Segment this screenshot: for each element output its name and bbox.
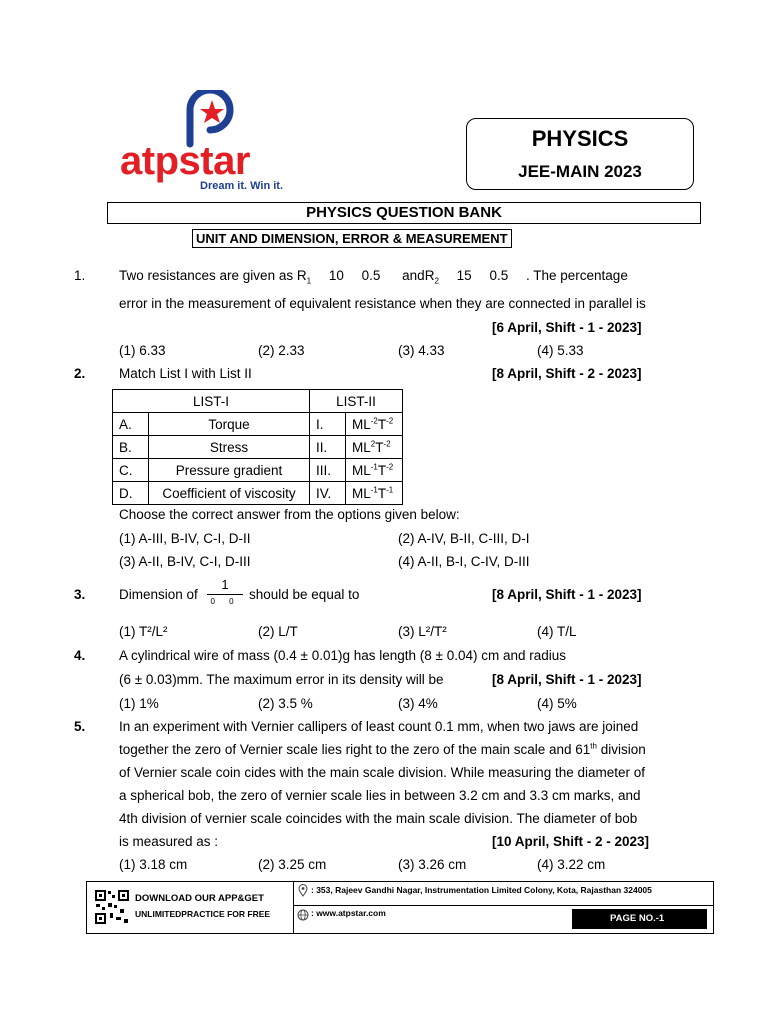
q5-line5: 4th division of vernier scale coincides with the main scale division. The diameter of bob — [119, 811, 638, 826]
subject-title: PHYSICS — [531, 126, 629, 151]
download-text-1: DOWNLOAD OUR APP&GET — [135, 893, 264, 904]
q3-option-1[interactable]: (1) T²/L² — [119, 624, 168, 639]
brand-tagline: Dream it. Win it. — [200, 180, 284, 192]
table-row: C. Pressure gradient III. $ML^{-1}T^{-2}$ — [113, 459, 403, 482]
globe-icon — [297, 909, 309, 921]
q5-line3: of Vernier scale coin cides with the main scale division. While measuring the diameter of — [119, 765, 645, 780]
q4-option-3[interactable]: (3) 4% — [398, 696, 438, 711]
exam-title: JEE-MAIN 2023 — [518, 162, 642, 181]
q4-number: 4. — [74, 648, 86, 663]
q3-option-4[interactable]: (4) T/L — [537, 624, 577, 639]
q5-option-2[interactable]: (2) 3.25 cm — [258, 857, 327, 872]
brand-logo — [120, 90, 290, 190]
brand-name: atpstar — [120, 139, 250, 183]
q4-option-2[interactable]: (2) 3.5 % — [258, 696, 313, 711]
q1-number: 1. — [74, 268, 86, 283]
page-footer — [86, 881, 714, 934]
match-table-header — [113, 390, 403, 413]
address-text: : 353, Rajeev Gandhi Nagar, Instrumentation Limited Colony, Kota, Rajasthan 324005 — [311, 885, 652, 895]
q4-source: [8 April, Shift - 1 - 2023] — [492, 672, 642, 687]
q2-option-3[interactable]: (3) A-II, B-IV, C-I, D-III — [119, 554, 251, 569]
q1-option-1[interactable]: (1) 6.33 — [119, 343, 166, 358]
q2-option-2[interactable]: (2) A-IV, B-II, C-III, D-I — [398, 531, 530, 546]
q5-option-3[interactable]: (3) 3.26 cm — [398, 857, 467, 872]
subject-box — [466, 118, 694, 190]
q2-option-1[interactable]: (1) A-III, B-IV, C-I, D-II — [119, 531, 251, 546]
q3-number: 3. — [74, 587, 86, 602]
table-row: D. Coefficient of viscosity IV. $ML^{-1}T^{-1}$ — [113, 482, 403, 505]
q3-source: [8 April, Shift - 1 - 2023] — [492, 587, 642, 602]
topic-label: UNIT AND DIMENSION, ERROR & MEASUREMENT — [192, 229, 512, 248]
page-number-box — [572, 909, 707, 929]
q5-line4: a spherical bob, the zero of vernier scale lies in between 3.2 cm and 3.3 cm marks, and — [119, 788, 641, 803]
fraction-numerator: 1 — [207, 578, 243, 595]
q2-number: 2. — [74, 366, 86, 381]
match-table — [112, 389, 403, 505]
q2-source: [8 April, Shift - 2 - 2023] — [492, 366, 642, 381]
page-number: PAGE NO.-1 — [610, 913, 665, 924]
qr-code-icon[interactable] — [94, 889, 130, 925]
q1-option-3[interactable]: (3) 4.33 — [398, 343, 445, 358]
q4-line2: (6 ± 0.03)mm. The maximum error in its density will be — [119, 672, 444, 687]
q5-source: [10 April, Shift - 2 - 2023] — [492, 834, 650, 849]
q1-line2: error in the measurement of equivalent resistance when they are connected in parallel is — [119, 296, 646, 311]
q5-option-4[interactable]: (4) 3.22 cm — [537, 857, 606, 872]
q1-line1: Two resistances are given as $R_1$ 10 0.5 andR$_2$ 15 0.5 . The percentage — [119, 268, 628, 286]
download-text-2: UNLIMITEDPRACTICE FOR FREE — [135, 909, 271, 919]
q5-line1: In an experiment with Vernier callipers of least count 0.1 mm, when two jaws are joined — [119, 719, 639, 734]
address-row — [293, 882, 713, 906]
q1-option-2[interactable]: (2) 2.33 — [258, 343, 305, 358]
q1-source: [6 April, Shift - 1 - 2023] — [492, 320, 642, 335]
q1-option-4[interactable]: (4) 5.33 — [537, 343, 584, 358]
footer-left — [87, 882, 294, 933]
q3-text: Dimension of — [119, 587, 198, 602]
q3-option-2[interactable]: (2) L/T — [258, 624, 298, 639]
table-row: A. Torque I. $ML^{-2}T^{-2}$ — [113, 413, 403, 436]
q5-option-1[interactable]: (1) 3.18 cm — [119, 857, 188, 872]
q2-instruction: Choose the correct answer from the options given below: — [119, 507, 460, 522]
list-i-header: LIST-I — [113, 390, 310, 413]
q3-text-end: should be equal to — [249, 587, 360, 602]
list-ii-header: LIST-II — [310, 390, 403, 413]
q4-option-1[interactable]: (1) 1% — [119, 696, 159, 711]
table-row: B. Stress II. $ML^2T^{-2}$ — [113, 436, 403, 459]
q2-text: Match List I with List II — [119, 366, 252, 381]
q5-line2: together the zero of Vernier scale lies right to the zero of the main scale and 61th division — [119, 741, 646, 757]
q3-option-3[interactable]: (3) L²/T² — [398, 624, 447, 639]
location-pin-icon — [298, 884, 308, 897]
website-link[interactable]: : www.atpstar.com — [311, 908, 386, 918]
page-title: PHYSICS QUESTION BANK — [107, 202, 701, 224]
footer-right — [293, 882, 713, 933]
q4-option-4[interactable]: (4) 5% — [537, 696, 577, 711]
fraction-denominator: 0 0 — [210, 597, 240, 606]
q4-line1: A cylindrical wire of mass (0.4 ± 0.01)g has length (8 ± 0.04) cm and radius — [119, 648, 567, 663]
q5-number: 5. — [74, 719, 86, 734]
q5-line6: is measured as : — [119, 834, 219, 849]
q2-option-4[interactable]: (4) A-II, B-I, C-IV, D-III — [398, 554, 530, 569]
q3-fraction — [207, 578, 243, 609]
